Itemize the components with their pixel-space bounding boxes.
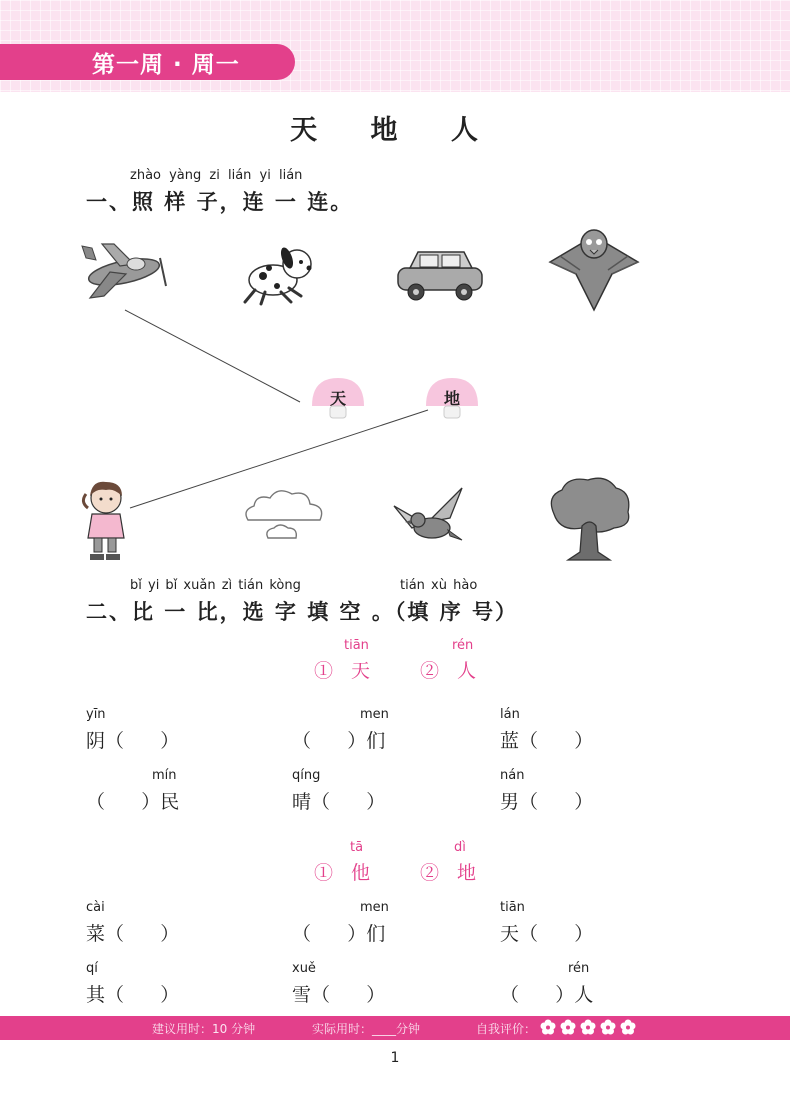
group2-opt2-pinyin: dì [454,840,466,855]
fill-blank-item[interactable]: 雪（ ） [292,984,386,1006]
fill-blank-item[interactable]: 蓝（ ） [500,730,594,752]
pinyin: xuě [292,961,316,976]
group2-option-2: ② 地 [420,862,483,884]
pinyin: rén [568,961,590,976]
pinyin: nán [500,768,525,783]
section1-heading: 一、照 样 子，连 一 连。 [86,190,354,214]
flower-icon[interactable] [620,1019,636,1035]
bird-icon [392,484,468,550]
pinyin: qí [86,961,98,976]
group2-option-1: ① 他 [314,862,377,884]
self-evaluation-label: 自我评价： [476,1022,537,1036]
fill-blank-item[interactable]: （ ）们 [292,730,386,752]
actual-time: 实际用时：____分钟 [312,1022,421,1036]
group2-opt1-pinyin: tā [350,840,364,855]
pinyin: yīn [86,707,106,722]
fill-blank-item[interactable]: 菜（ ） [86,923,180,945]
cloud-icon [238,484,330,550]
pinyin: lán [500,707,520,722]
mushroom-di [422,376,482,422]
mushroom-tian [308,376,368,422]
page-number: 1 [390,1050,400,1066]
suggested-time: 建议用时：10 分钟 [152,1022,256,1036]
flower-icon[interactable] [600,1019,616,1035]
fill-blank-item[interactable]: （ ）民 [86,791,180,813]
fill-blank-item[interactable]: 男（ ） [500,791,594,813]
section2-heading: 二、比 一 比，选 字 填 空 。（填 序 号） [86,600,518,624]
section2-pinyin-1: bǐ yi bǐ xuǎn zì tián kòng [130,578,301,593]
tree-icon [546,474,632,562]
pinyin: mín [152,768,177,783]
pinyin: men [360,900,389,915]
mushroom-label-tian: 天 [329,389,346,408]
section1-pinyin: zhào yàng zi lián yi lián [130,168,303,183]
group1-opt2-pinyin: rén [452,638,474,653]
flower-icon[interactable] [560,1019,576,1035]
fill-blank-item[interactable]: 阴（ ） [86,730,180,752]
fill-blank-item[interactable]: 其（ ） [86,984,180,1006]
lesson-title: 天 地 人 [290,115,500,146]
girl-icon [78,478,134,562]
footer-band [0,1016,790,1040]
fill-blank-item[interactable]: 天（ ） [500,923,594,945]
pinyin: tiān [500,900,525,915]
mushroom-label-di: 地 [443,389,460,408]
flower-icon[interactable] [580,1019,596,1035]
group1-option-1: ① 天 [314,660,377,682]
week-label: 第一周 · 周一 [0,44,295,80]
pinyin: cài [86,900,105,915]
pinyin: qíng [292,768,321,783]
pinyin: men [360,707,389,722]
group1-option-2: ② 人 [420,660,483,682]
fill-blank-item[interactable]: （ ）人 [500,984,594,1006]
fill-blank-item[interactable]: （ ）们 [292,923,386,945]
flower-icon[interactable] [540,1019,556,1035]
group1-opt1-pinyin: tiān [344,638,369,653]
section2-pinyin-2: tián xù hào [400,578,478,593]
fill-blank-item[interactable]: 晴（ ） [292,791,386,813]
rating-flowers [540,1019,636,1035]
